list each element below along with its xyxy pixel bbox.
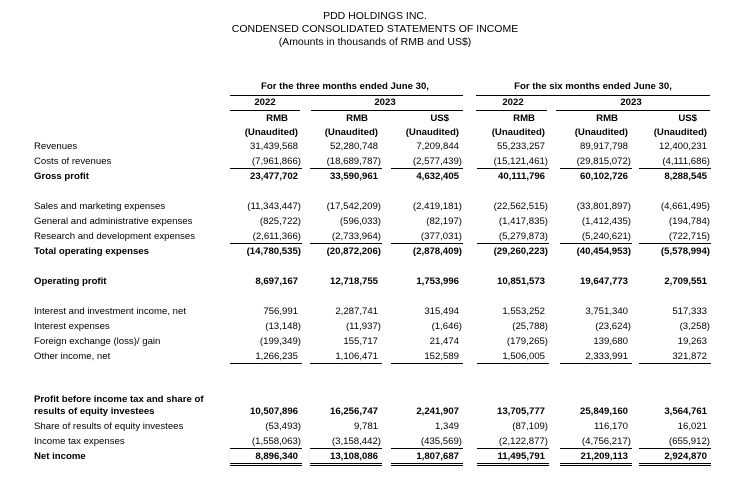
row-value: 10,851,573 <box>496 276 545 287</box>
row-value: (1,417,835) <box>498 216 548 227</box>
row-value: 12,718,755 <box>329 276 378 287</box>
row-value: 60,102,726 <box>579 171 628 182</box>
subtotal-rule <box>560 448 632 449</box>
row-value: 155,717 <box>343 336 378 347</box>
total-double-rule <box>230 463 302 466</box>
row-label: Sales and marketing expenses <box>34 201 166 212</box>
row-value: 11,495,791 <box>497 451 545 462</box>
row-value: (17,542,209) <box>326 201 381 212</box>
total-double-rule <box>310 463 382 466</box>
row-value: (377,031) <box>420 231 462 242</box>
header-rule <box>476 95 710 96</box>
row-label: Share of results of equity investees <box>34 421 184 432</box>
row-value: (53,493) <box>265 421 301 432</box>
subtotal-rule <box>639 448 711 449</box>
row-value: (3,158,442) <box>331 436 381 447</box>
row-label: Foreign exchange (loss)/ gain <box>34 336 161 347</box>
unaudited-header: (Unaudited) <box>324 127 378 138</box>
row-value: (3,258) <box>679 321 710 332</box>
unaudited-header: (Unaudited) <box>491 127 545 138</box>
row-value: 52,280,748 <box>329 141 378 152</box>
subtotal-rule <box>230 243 302 244</box>
header-rule <box>230 95 463 96</box>
row-value: 1,753,996 <box>416 276 459 287</box>
row-value: (18,689,787) <box>326 156 381 167</box>
currency-header: US$ <box>678 113 697 124</box>
row-value: (2,733,964) <box>331 231 381 242</box>
row-value: 19,647,773 <box>579 276 628 287</box>
statement-title: CONDENSED CONSOLIDATED STATEMENTS OF INCOME <box>231 23 519 35</box>
row-value: 2,333,991 <box>585 351 628 362</box>
row-value: 1,553,252 <box>502 306 545 317</box>
row-value: (82,197) <box>426 216 462 227</box>
row-value: (23,624) <box>595 321 631 332</box>
row-value: 8,697,167 <box>255 276 298 287</box>
row-value: 13,108,086 <box>329 451 378 462</box>
row-value: (11,937) <box>345 321 381 332</box>
row-value: (15,121,461) <box>493 156 548 167</box>
year-rule <box>476 110 547 111</box>
subtotal-rule <box>477 243 549 244</box>
currency-header: RMB <box>513 113 535 124</box>
year-header: 2023 <box>620 97 642 108</box>
row-value: 4,632,405 <box>416 171 459 182</box>
year-header: 2023 <box>374 97 396 108</box>
row-value: (14,780,535) <box>246 246 301 257</box>
row-value: 55,233,257 <box>496 141 545 152</box>
row-value: 19,263 <box>677 336 707 347</box>
total-double-rule <box>560 463 632 466</box>
subtotal-rule <box>639 243 711 244</box>
row-value: (1,558,063) <box>251 436 301 447</box>
subtotal-rule <box>477 363 549 364</box>
row-value: (11,343,447) <box>247 201 301 212</box>
row-value: 3,564,761 <box>664 406 707 417</box>
row-value: 40,111,796 <box>498 171 545 182</box>
row-value: 321,872 <box>672 351 707 362</box>
row-value: (194,784) <box>668 216 710 227</box>
row-value: (5,279,873) <box>498 231 548 242</box>
row-value: 1,349 <box>434 421 459 432</box>
row-value: (25,788) <box>512 321 548 332</box>
subtotal-rule <box>391 448 463 449</box>
row-value: 517,333 <box>672 306 707 317</box>
subtotal-rule <box>560 243 632 244</box>
subtotal-rule <box>310 448 382 449</box>
row-value: 21,474 <box>429 336 459 347</box>
year-rule <box>311 110 463 111</box>
subtotal-rule <box>560 168 632 169</box>
row-label: Interest expenses <box>34 321 110 332</box>
row-value: 3,751,340 <box>585 306 628 317</box>
row-label: Costs of revenues <box>34 156 112 167</box>
row-value: 8,288,545 <box>664 171 707 182</box>
row-value: 16,021 <box>677 421 707 432</box>
row-value: (2,611,366) <box>252 231 301 242</box>
row-value: (2,122,877) <box>498 436 548 447</box>
row-value: (87,109) <box>512 421 548 432</box>
row-value: 2,709,551 <box>664 276 707 287</box>
row-value: 23,477,702 <box>249 171 298 182</box>
row-value: 2,241,907 <box>416 406 459 417</box>
subtotal-rule <box>639 168 711 169</box>
row-value: 16,256,747 <box>329 406 378 417</box>
subtotal-rule <box>310 243 382 244</box>
row-value: (2,878,409) <box>412 246 462 257</box>
year-rule <box>556 110 710 111</box>
row-value: (2,419,181) <box>412 201 462 212</box>
row-value: (20,872,206) <box>326 246 381 257</box>
row-value: (4,111,686) <box>662 156 710 167</box>
row-value: 89,917,798 <box>579 141 628 152</box>
row-label: Revenues <box>34 141 78 152</box>
row-value: 25,849,160 <box>579 406 628 417</box>
row-value: (40,454,953) <box>576 246 631 257</box>
row-value: (4,661,495) <box>660 201 710 212</box>
row-value: 8,896,340 <box>255 451 298 462</box>
unaudited-header: (Unaudited) <box>244 127 298 138</box>
row-label: Operating profit <box>34 276 107 287</box>
currency-header: RMB <box>596 113 618 124</box>
year-header: 2022 <box>502 97 524 108</box>
row-value: 1,506,005 <box>502 351 545 362</box>
currency-header: US$ <box>430 113 449 124</box>
company-name: PDD HOLDINGS INC. <box>323 10 427 22</box>
row-value: 33,590,961 <box>329 171 378 182</box>
row-label: Research and development expenses <box>34 231 196 242</box>
row-value: (825,722) <box>259 216 301 227</box>
row-value: 116,170 <box>594 421 628 432</box>
currency-header: RMB <box>346 113 368 124</box>
subtotal-rule <box>391 168 463 169</box>
year-header: 2022 <box>254 97 276 108</box>
subtotal-rule <box>230 168 302 169</box>
row-value: 139,680 <box>593 336 628 347</box>
row-value: (722,715) <box>668 231 710 242</box>
row-value: (199,349) <box>259 336 301 347</box>
unaudited-header: (Unaudited) <box>653 127 707 138</box>
row-label: General and administrative expenses <box>34 216 193 227</box>
row-value: 2,287,741 <box>335 306 378 317</box>
three-months-header: For the three months ended June 30, <box>261 81 429 92</box>
total-double-rule <box>639 463 711 466</box>
row-label: Gross profit <box>34 171 89 182</box>
units-note: (Amounts in thousands of RMB and US$) <box>278 36 472 48</box>
row-value: 152,589 <box>424 351 459 362</box>
row-value: (2,577,439) <box>412 156 462 167</box>
row-value: (1,412,435) <box>581 216 631 227</box>
unaudited-header: (Unaudited) <box>405 127 459 138</box>
row-value: (22,562,515) <box>493 201 548 212</box>
subtotal-rule <box>477 448 549 449</box>
currency-header: RMB <box>266 113 288 124</box>
row-value: (5,578,994) <box>660 246 710 257</box>
six-months-header: For the six months ended June 30, <box>514 81 672 92</box>
subtotal-rule <box>310 363 382 364</box>
row-label: Other income, net <box>34 351 111 362</box>
row-value: 756,991 <box>263 306 298 317</box>
row-label: Income tax expenses <box>34 436 125 447</box>
row-value: 315,494 <box>424 306 459 317</box>
subtotal-rule <box>230 363 302 364</box>
row-label: Net income <box>34 451 86 462</box>
row-value: 31,439,568 <box>249 141 298 152</box>
row-label: Profit before income tax and share of <box>34 394 204 405</box>
row-value: 21,209,113 <box>580 451 628 462</box>
row-value: (5,240,621) <box>581 231 631 242</box>
unaudited-header: (Unaudited) <box>574 127 628 138</box>
year-rule <box>230 110 300 111</box>
subtotal-rule <box>310 168 382 169</box>
row-value: 7,209,844 <box>416 141 459 152</box>
subtotal-rule <box>477 168 549 169</box>
row-value: (29,815,072) <box>576 156 631 167</box>
row-label: results of equity investees <box>34 406 155 417</box>
row-value: (179,265) <box>506 336 548 347</box>
row-value: 1,106,471 <box>335 351 378 362</box>
row-value: (33,801,897) <box>576 201 631 212</box>
total-double-rule <box>477 463 549 466</box>
row-value: (435,569) <box>420 436 462 447</box>
row-value: (1,646) <box>431 321 462 332</box>
row-value: 13,705,777 <box>496 406 545 417</box>
subtotal-rule <box>560 363 632 364</box>
row-value: 1,266,235 <box>255 351 298 362</box>
row-label: Total operating expenses <box>34 246 149 257</box>
subtotal-rule <box>391 243 463 244</box>
row-value: 2,924,870 <box>664 451 707 462</box>
row-value: (13,148) <box>265 321 301 332</box>
subtotal-rule <box>639 363 711 364</box>
row-value: 1,807,687 <box>416 451 459 462</box>
row-value: 12,400,231 <box>658 141 707 152</box>
row-value: (4,756,217) <box>581 436 631 447</box>
row-value: (596,033) <box>339 216 381 227</box>
total-double-rule <box>391 463 463 466</box>
row-value: (655,912) <box>668 436 710 447</box>
row-label: Interest and investment income, net <box>34 306 186 317</box>
row-value: 10,507,896 <box>249 406 298 417</box>
subtotal-rule <box>391 363 463 364</box>
row-value: 9,781 <box>353 421 378 432</box>
row-value: (29,260,223) <box>493 246 548 257</box>
row-value: (7,961,866) <box>251 156 301 167</box>
subtotal-rule <box>230 448 302 449</box>
